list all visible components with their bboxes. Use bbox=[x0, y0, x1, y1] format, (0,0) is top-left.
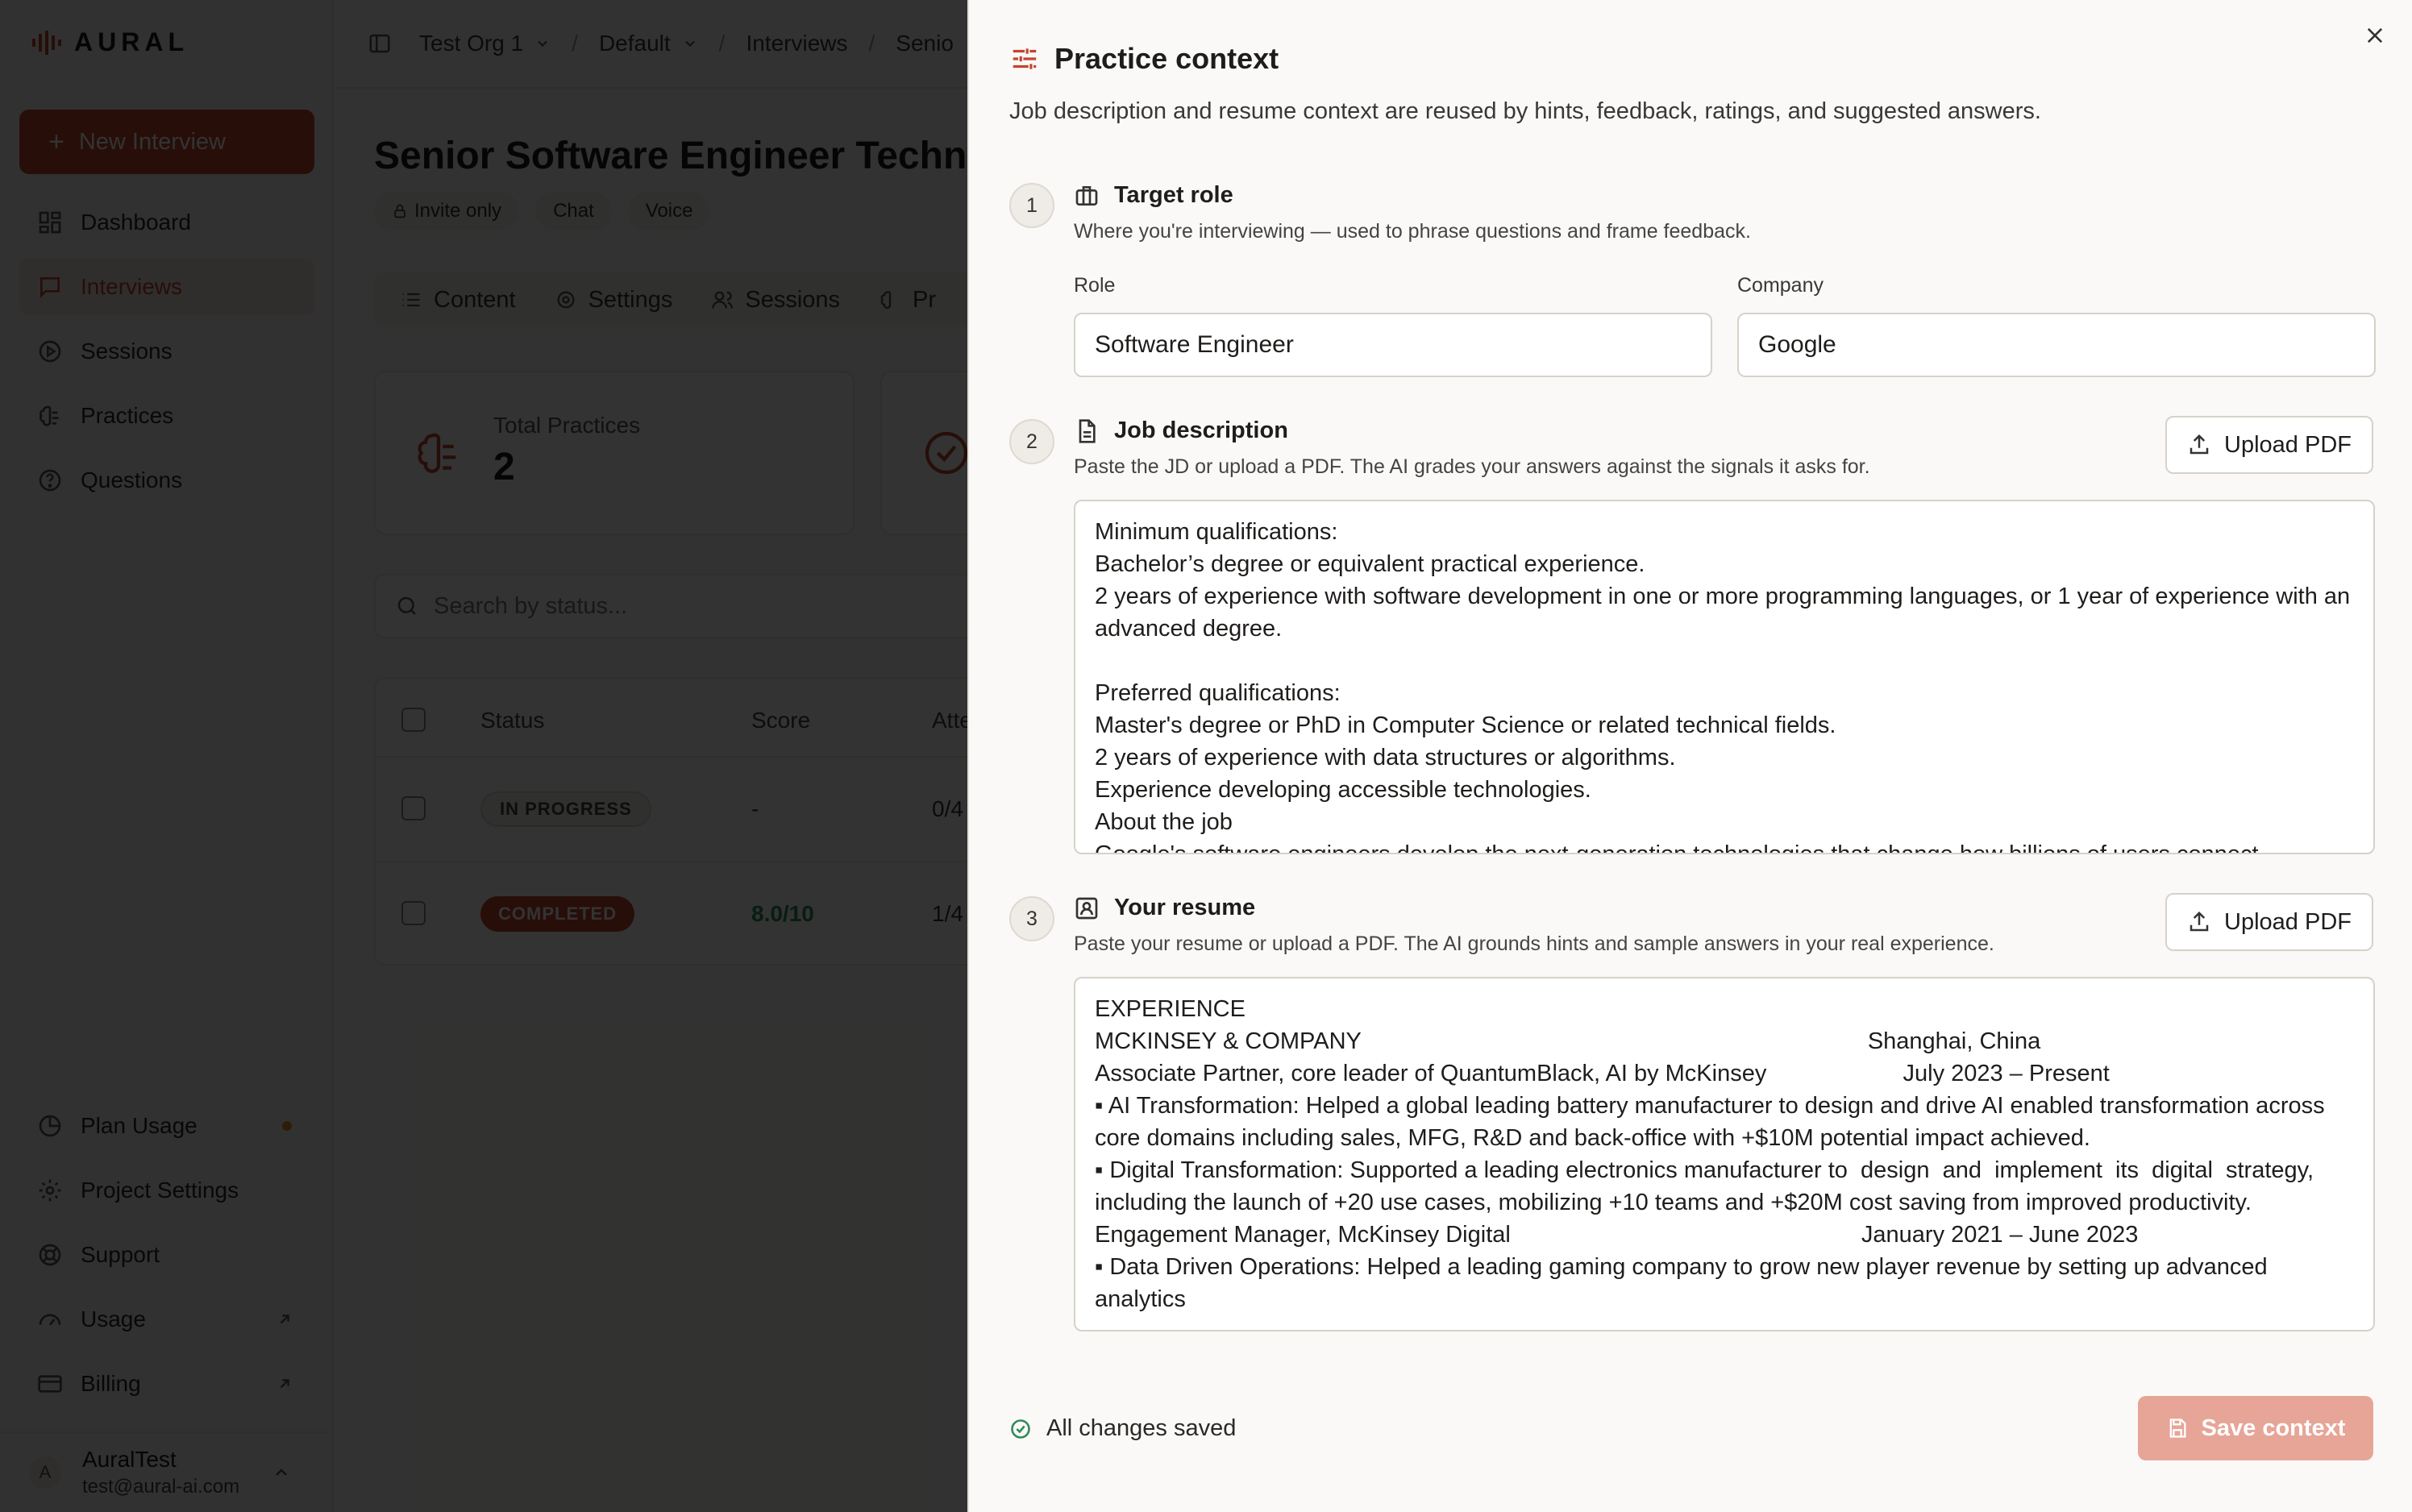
check-circle-icon bbox=[1009, 1418, 1032, 1440]
save-icon bbox=[2166, 1417, 2189, 1439]
sliders-icon bbox=[1009, 44, 1040, 74]
upload-icon bbox=[2187, 910, 2211, 934]
upload-label: Upload PDF bbox=[2224, 431, 2352, 458]
section-description: Paste the JD or upload a PDF. The AI grades your answers against the signals it asks for. bbox=[1074, 455, 1870, 478]
section-heading-job-description bbox=[1074, 417, 1288, 444]
section-description: Where you're interviewing — used to phrase questions and frame feedback. bbox=[1074, 220, 1751, 243]
save-context-button[interactable] bbox=[2138, 1396, 2373, 1460]
upload-label: Upload PDF bbox=[2224, 908, 2352, 935]
section-title: Job description bbox=[1114, 417, 1288, 443]
role-label: Role bbox=[1074, 274, 1116, 297]
section-description: Paste your resume or upload a PDF. The AI grounds hints and sample answers in your real experience. bbox=[1074, 933, 1994, 955]
company-input[interactable] bbox=[1737, 313, 2376, 377]
upload-icon bbox=[2187, 433, 2211, 457]
practice-context-panel bbox=[967, 0, 2412, 1512]
modal-backdrop[interactable] bbox=[0, 0, 967, 1512]
upload-resume-pdf-button[interactable] bbox=[2165, 893, 2373, 951]
panel-subtitle: Job description and resume context are reused by hints, feedback, ratings, and suggested answers. bbox=[1009, 98, 2041, 124]
close-icon[interactable] bbox=[2364, 24, 2386, 47]
save-context-label: Save context bbox=[2201, 1414, 2346, 1441]
section-title: Target role bbox=[1114, 182, 1233, 208]
id-badge-icon bbox=[1074, 895, 1100, 921]
panel-title-text: Practice context bbox=[1054, 42, 1279, 75]
section-title: Your resume bbox=[1114, 895, 1256, 920]
step-number: 3 bbox=[1009, 896, 1054, 941]
upload-jd-pdf-button[interactable] bbox=[2165, 416, 2373, 474]
step-number: 2 bbox=[1009, 419, 1054, 464]
save-status bbox=[1009, 1415, 1236, 1442]
section-heading-resume bbox=[1074, 895, 1255, 921]
job-description-textarea[interactable] bbox=[1074, 500, 2375, 854]
briefcase-icon bbox=[1074, 183, 1100, 209]
role-input[interactable] bbox=[1074, 313, 1712, 377]
save-status-text: All changes saved bbox=[1046, 1415, 1237, 1441]
document-icon bbox=[1074, 418, 1100, 444]
company-label: Company bbox=[1737, 274, 1824, 297]
section-heading-target-role bbox=[1074, 182, 1233, 209]
panel-title bbox=[1009, 42, 1279, 76]
resume-textarea[interactable] bbox=[1074, 977, 2375, 1331]
step-number: 1 bbox=[1009, 183, 1054, 228]
